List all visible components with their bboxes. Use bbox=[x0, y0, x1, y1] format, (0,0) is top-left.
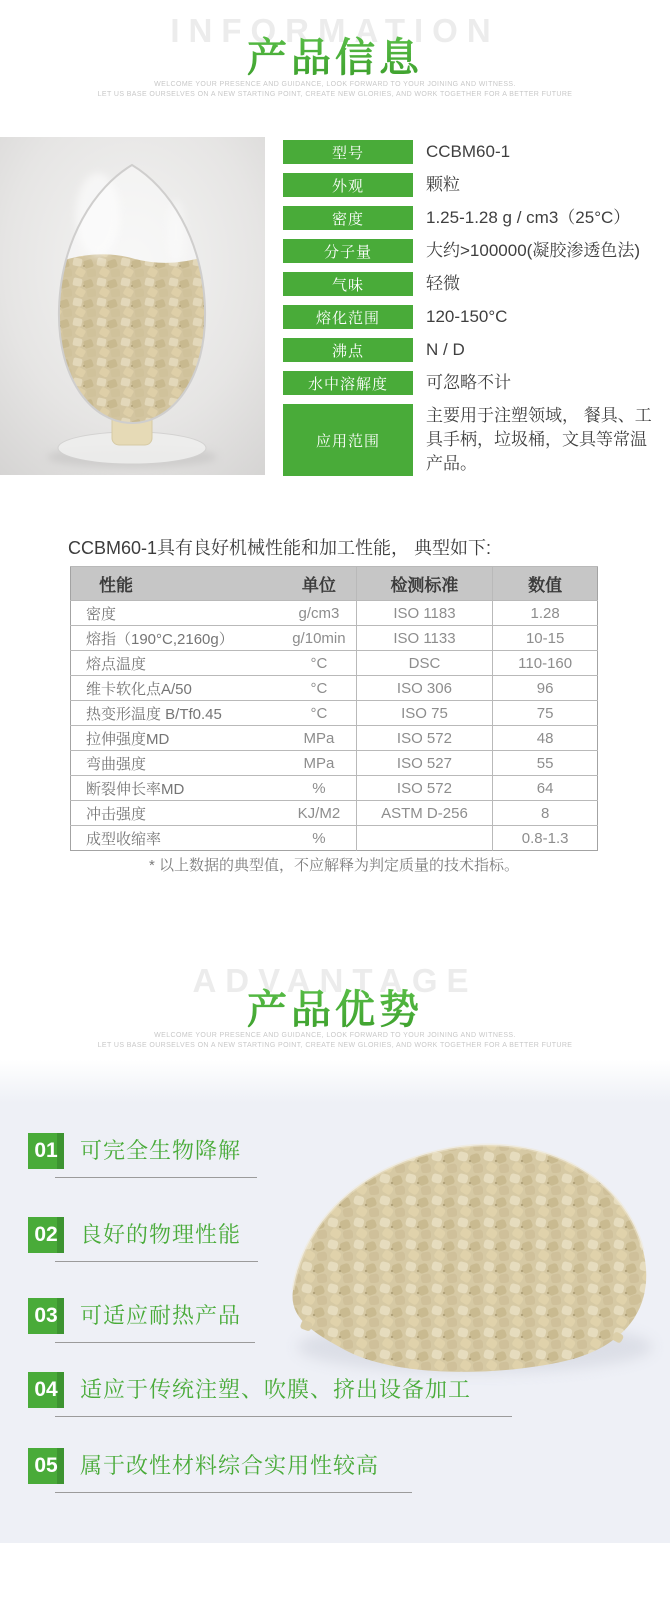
spec-row-molecular-weight bbox=[283, 239, 658, 263]
table-row bbox=[71, 751, 598, 776]
info-subtitle-line2: LET US BASE OURSELVES ON A NEW STARTING POINT, CREATE NEW GLORIES, AND WORK TOGETHER FOR A BETTER FUTURE bbox=[97, 91, 573, 98]
table-row bbox=[71, 701, 598, 726]
properties-table bbox=[70, 566, 598, 851]
spec-value: 颗粒 bbox=[426, 175, 460, 194]
advantage-underline bbox=[55, 1261, 258, 1262]
spec-value: 轻微 bbox=[426, 274, 460, 293]
advantage-underline bbox=[55, 1416, 512, 1417]
cell-value: 8 bbox=[493, 801, 598, 826]
cell-property: 熔指（190°C,2160g） bbox=[86, 630, 234, 648]
cell-unit: MPa bbox=[303, 754, 335, 772]
spec-label: 沸点 bbox=[283, 338, 413, 362]
cell-value: 55 bbox=[493, 751, 598, 776]
spec-value: 120-150°C bbox=[426, 307, 508, 326]
cell-value: 75 bbox=[493, 701, 598, 726]
advantage-number-badge: 02 bbox=[28, 1217, 64, 1253]
table-row bbox=[71, 676, 598, 701]
table-row bbox=[71, 801, 598, 826]
advantage-subtitle-line2: LET US BASE OURSELVES ON A NEW STARTING POINT, CREATE NEW GLORIES, AND WORK TOGETHER FOR A BETTER FUTURE bbox=[97, 1042, 573, 1049]
pellet-pile-illustration bbox=[275, 1085, 670, 1395]
cell-property: 密度 bbox=[86, 605, 117, 623]
advantage-item-text: 可完全生物降解 bbox=[80, 1138, 242, 1163]
cell-unit: °C bbox=[310, 679, 328, 697]
table-row bbox=[71, 626, 598, 651]
cell-standard: ISO 1133 bbox=[356, 626, 493, 651]
spec-label: 应用范围 bbox=[283, 404, 413, 476]
spec-value: 1.25-1.28 g / cm3（25°C） bbox=[426, 208, 631, 227]
cell-value: 0.8-1.3 bbox=[493, 826, 598, 851]
cell-standard: DSC bbox=[356, 651, 493, 676]
spec-label: 外观 bbox=[283, 173, 413, 197]
spec-row-melting-range bbox=[283, 305, 658, 329]
cell-standard: ISO 306 bbox=[356, 676, 493, 701]
spec-row-odor bbox=[283, 272, 658, 296]
spec-table bbox=[283, 140, 658, 485]
cell-property: 拉伸强度MD bbox=[86, 730, 170, 748]
table-row bbox=[71, 726, 598, 751]
spec-label: 熔化范围 bbox=[283, 305, 413, 329]
cell-unit: °C bbox=[310, 704, 328, 722]
spec-row-model bbox=[283, 140, 658, 164]
table-row bbox=[71, 651, 598, 676]
cell-property: 断裂伸长率MD bbox=[86, 780, 185, 798]
product-photo-egg-flask bbox=[0, 137, 265, 475]
advantage-underline bbox=[55, 1342, 255, 1343]
cell-unit: % bbox=[312, 779, 326, 797]
cell-unit: MPa bbox=[303, 729, 335, 747]
spec-row-density bbox=[283, 206, 658, 230]
cell-standard: ISO 75 bbox=[356, 701, 493, 726]
spec-row-boiling-point bbox=[283, 338, 658, 362]
advantage-number-badge: 01 bbox=[28, 1133, 64, 1169]
cell-standard: ISO 572 bbox=[356, 776, 493, 801]
cell-value: 64 bbox=[493, 776, 598, 801]
table-row bbox=[71, 601, 598, 626]
spec-label: 密度 bbox=[283, 206, 413, 230]
cell-unit: °C bbox=[310, 654, 328, 672]
col-header-unit: 单位 bbox=[282, 567, 356, 601]
advantage-item-text: 可适应耐热产品 bbox=[80, 1303, 242, 1328]
spec-value: N / D bbox=[426, 340, 465, 359]
cell-unit: g/cm3 bbox=[298, 604, 340, 622]
cell-unit: % bbox=[312, 829, 326, 847]
cell-value: 1.28 bbox=[493, 601, 598, 626]
advantage-underline bbox=[55, 1492, 412, 1493]
advantage-number-badge: 05 bbox=[28, 1448, 64, 1484]
cell-standard: ISO 527 bbox=[356, 751, 493, 776]
advantage-number-badge: 03 bbox=[28, 1298, 64, 1334]
advantage-item-text: 适应于传统注塑、吹膜、挤出设备加工 bbox=[80, 1377, 472, 1402]
advantage-underline bbox=[55, 1177, 257, 1178]
info-subtitle-line1: WELCOME YOUR PRESENCE AND GUIDANCE, LOOK FORWARD TO YOUR JOINING AND WITNESS. bbox=[154, 81, 516, 88]
cell-standard: ISO 1183 bbox=[356, 601, 493, 626]
cell-property: 弯曲强度 bbox=[86, 755, 147, 773]
advantage-item-text: 属于改性材料综合实用性较高 bbox=[80, 1453, 380, 1478]
cell-property: 成型收缩率 bbox=[86, 830, 162, 848]
advantage-section-title: 产品优势 bbox=[0, 978, 670, 1035]
cell-value: 96 bbox=[493, 676, 598, 701]
advantage-item-text: 良好的物理性能 bbox=[80, 1222, 242, 1247]
table-row bbox=[71, 826, 598, 851]
cell-value: 10-15 bbox=[493, 626, 598, 651]
egg-flask-illustration bbox=[0, 137, 265, 475]
spec-value: 主要用于注塑领域， 餐具、工具手柄，垃圾桶，文具等常温产品。 bbox=[426, 406, 652, 473]
cell-property: 热变形温度 B/Tf0.45 bbox=[86, 705, 222, 723]
properties-header-row bbox=[71, 567, 598, 601]
info-section-title: 产品信息 bbox=[0, 26, 670, 83]
cell-standard: ASTM D-256 bbox=[356, 801, 493, 826]
col-header-property: 性能 bbox=[71, 567, 283, 601]
spec-value: CCBM60-1 bbox=[426, 142, 511, 161]
product-photo-pellet-pile bbox=[275, 1085, 670, 1400]
spec-value: 大约>100000(凝胶渗透色法) bbox=[426, 241, 640, 260]
cell-value: 110-160 bbox=[493, 651, 598, 676]
cell-property: 熔点温度 bbox=[86, 655, 147, 673]
advantage-subtitle-line1: WELCOME YOUR PRESENCE AND GUIDANCE, LOOK FORWARD TO YOUR JOINING AND WITNESS. bbox=[154, 1032, 516, 1039]
spec-label: 分子量 bbox=[283, 239, 413, 263]
spec-label: 水中溶解度 bbox=[283, 371, 413, 395]
spec-row-appearance bbox=[283, 173, 658, 197]
spec-label: 气味 bbox=[283, 272, 413, 296]
table-row bbox=[71, 776, 598, 801]
cell-value: 48 bbox=[493, 726, 598, 751]
cell-property: 维卡软化点A/50 bbox=[86, 680, 192, 698]
cell-unit: g/10min bbox=[292, 629, 346, 647]
advantage-number-badge: 04 bbox=[28, 1372, 64, 1408]
col-header-value: 数值 bbox=[493, 567, 598, 601]
spec-row-application bbox=[283, 404, 658, 476]
cell-unit: KJ/M2 bbox=[297, 804, 341, 822]
properties-intro-text: CCBM60-1具有良好机械性能和加工性能， 典型如下: bbox=[68, 538, 492, 558]
spec-value: 可忽略不计 bbox=[426, 373, 511, 392]
spec-row-water-solubility bbox=[283, 371, 658, 395]
cell-standard: ISO 572 bbox=[356, 726, 493, 751]
spec-label: 型号 bbox=[283, 140, 413, 164]
properties-footnote: * 以上数据的典型值，不应解释为判定质量的技术指标。 bbox=[148, 857, 519, 874]
col-header-standard: 检测标准 bbox=[356, 567, 493, 601]
cell-standard bbox=[356, 826, 493, 851]
cell-property: 冲击强度 bbox=[86, 805, 147, 823]
